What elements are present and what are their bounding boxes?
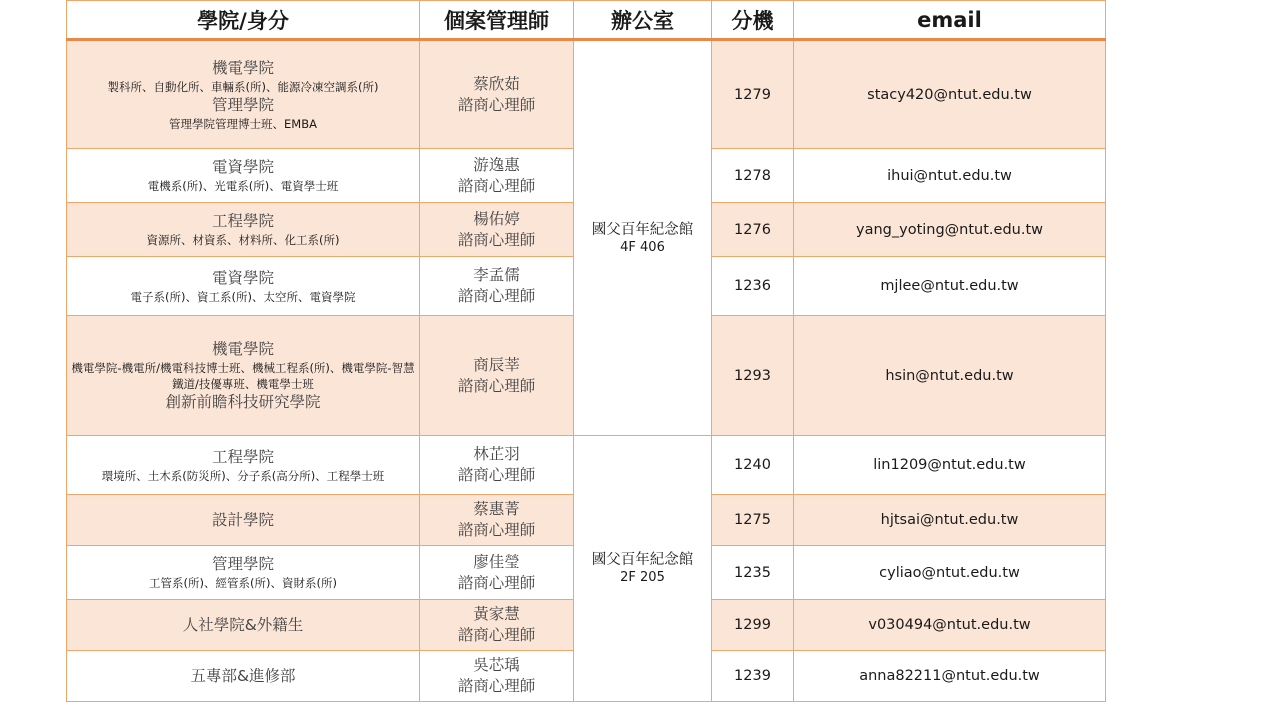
college-cell <box>67 436 420 495</box>
extension-cell: 1239 <box>712 651 794 702</box>
college-name: 工程學院 <box>211 447 274 466</box>
header-email: email <box>794 1 1106 40</box>
office-location: 國父百年紀念館 <box>591 552 694 568</box>
office-cell <box>574 436 712 702</box>
extension-cell: 1276 <box>712 203 794 257</box>
college-name: 機電學院 <box>211 58 274 77</box>
table-row <box>67 436 1106 495</box>
counselor-name: 楊佑婷 <box>473 209 520 228</box>
counselor-cell <box>420 149 574 203</box>
extension-cell: 1235 <box>712 546 794 600</box>
header-ext: 分機 <box>712 1 794 40</box>
extension-cell: 1279 <box>712 40 794 149</box>
counselor-name: 蔡欣茹 <box>473 74 520 93</box>
counselor-title: 諮商心理師 <box>457 95 536 114</box>
office-room: 2F 205 <box>620 570 665 585</box>
office-room: 4F 406 <box>620 239 665 255</box>
table-row <box>67 40 1106 149</box>
email-cell[interactable]: stacy420@ntut.edu.tw <box>794 40 1106 149</box>
department-list: 電子系(所)、資工系(所)、太空所、電資學院 <box>130 289 356 304</box>
extension-cell: 1299 <box>712 600 794 651</box>
department-list: 環境所、土木系(防災所)、分子系(高分所)、工程學士班 <box>101 468 385 483</box>
counselor-title: 諮商心理師 <box>457 287 536 305</box>
department-list: 電機系(所)、光電系(所)、電資學士班 <box>147 179 339 193</box>
college-cell <box>67 316 420 436</box>
college-cell <box>67 495 420 546</box>
counselor-title: 諮商心理師 <box>457 176 536 195</box>
counselor-name: 廖佳瑩 <box>473 552 520 571</box>
email-cell[interactable]: yang_yoting@ntut.edu.tw <box>794 203 1106 257</box>
extension-cell: 1293 <box>712 316 794 436</box>
college-name: 管理學院 <box>211 555 274 573</box>
counselor-cell <box>420 203 574 257</box>
email-cell[interactable]: hjtsai@ntut.edu.tw <box>794 495 1106 546</box>
college-name: 電資學院 <box>211 268 274 287</box>
counselor-name: 蔡惠菁 <box>473 500 520 518</box>
department-list: 管理學院管理博士班、EMBA <box>169 116 317 131</box>
counselor-directory-table <box>66 0 1106 702</box>
extension-cell: 1240 <box>712 436 794 495</box>
college-name: 人社學院&外籍生 <box>182 615 304 634</box>
college-cell <box>67 651 420 702</box>
department-list: 機電學院-機電所/機電科技博士班、機械工程系(所)、機電學院-智慧鐵道/技優專班、機電學士班 <box>71 360 415 391</box>
extension-cell: 1236 <box>712 257 794 316</box>
counselor-title: 諮商心理師 <box>457 573 536 592</box>
email-cell[interactable]: ihui@ntut.edu.tw <box>794 149 1106 203</box>
college-name: 工程學院 <box>211 212 274 230</box>
college-cell <box>67 546 420 600</box>
college-name: 機電學院 <box>211 339 274 358</box>
header-counselor: 個案管理師 <box>420 1 574 40</box>
college-name: 創新前瞻科技研究學院 <box>165 392 321 411</box>
email-cell[interactable]: anna82211@ntut.edu.tw <box>794 651 1106 702</box>
header-row <box>67 1 1106 40</box>
counselor-title: 諮商心理師 <box>457 230 536 249</box>
counselor-cell <box>420 651 574 702</box>
email-cell[interactable]: mjlee@ntut.edu.tw <box>794 257 1106 316</box>
extension-cell: 1275 <box>712 495 794 546</box>
counselor-name: 游逸惠 <box>473 155 520 174</box>
college-cell <box>67 149 420 203</box>
counselor-title: 諮商心理師 <box>457 677 536 695</box>
college-cell <box>67 40 420 149</box>
extension-cell: 1278 <box>712 149 794 203</box>
counselor-name: 林芷羽 <box>473 445 520 463</box>
counselor-title: 諮商心理師 <box>457 376 536 395</box>
counselor-name: 黃家慧 <box>473 605 520 623</box>
office-cell <box>574 40 712 436</box>
college-name: 電資學院 <box>211 158 274 176</box>
counselor-cell <box>420 40 574 149</box>
counselor-name: 商辰莘 <box>473 355 520 374</box>
counselor-cell <box>420 600 574 651</box>
department-list: 工管系(所)、經管系(所)、資財系(所) <box>149 576 337 590</box>
counselor-cell <box>420 546 574 600</box>
office-location: 國父百年紀念館 <box>591 221 694 238</box>
email-cell[interactable]: v030494@ntut.edu.tw <box>794 600 1106 651</box>
counselor-title: 諮商心理師 <box>457 626 536 644</box>
header-office: 辦公室 <box>574 1 712 40</box>
counselor-name: 吳芯瑀 <box>473 656 520 674</box>
department-list: 製科所、自動化所、車輛系(所)、能源冷凍空調系(所) <box>107 79 379 94</box>
college-name: 管理學院 <box>211 95 274 114</box>
college-name: 設計學院 <box>211 510 274 529</box>
counselor-cell <box>420 495 574 546</box>
college-cell <box>67 203 420 257</box>
counselor-cell <box>420 316 574 436</box>
counselor-cell <box>420 257 574 316</box>
college-cell <box>67 257 420 316</box>
email-cell[interactable]: cyliao@ntut.edu.tw <box>794 546 1106 600</box>
email-cell[interactable]: lin1209@ntut.edu.tw <box>794 436 1106 495</box>
header-college: 學院/身分 <box>67 1 420 40</box>
counselor-cell <box>420 436 574 495</box>
counselor-name: 李孟儒 <box>473 266 520 284</box>
email-cell[interactable]: hsin@ntut.edu.tw <box>794 316 1106 436</box>
counselor-title: 諮商心理師 <box>457 521 536 539</box>
college-cell <box>67 600 420 651</box>
college-name: 五專部&進修部 <box>190 666 296 685</box>
counselor-title: 諮商心理師 <box>457 466 536 484</box>
department-list: 資源所、材資系、材料所、化工系(所) <box>146 233 340 247</box>
